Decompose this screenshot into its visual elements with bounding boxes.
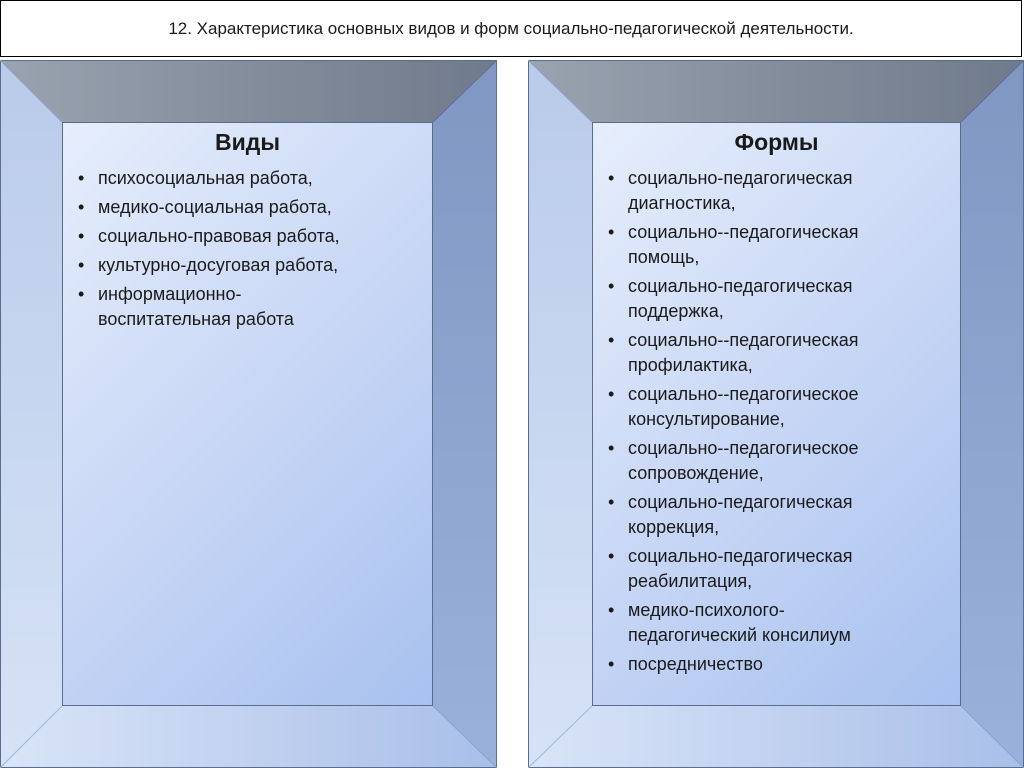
forms-face: [592, 122, 961, 706]
list-item: • информационно-воспитательная работа: [78, 284, 294, 329]
bullet-icon: •: [608, 276, 615, 296]
types-heading: Виды: [215, 129, 280, 155]
bullet-icon: •: [608, 492, 615, 512]
panel-types: [0, 60, 497, 768]
bevel-right-left: [433, 60, 497, 768]
list-item: • социально--педагогическая помощь,: [608, 222, 859, 267]
list-item: • социально--педагогическое консультирование,: [608, 384, 859, 429]
bevel-left-right: [528, 60, 592, 768]
types-face: [62, 122, 433, 706]
list-item: • психосоциальная работа,: [78, 166, 424, 191]
bullet-icon: •: [78, 255, 85, 275]
bullet-icon: •: [608, 384, 615, 404]
types-list: [63, 166, 432, 332]
bevel-top-left: [0, 60, 497, 122]
bullet-icon: •: [608, 438, 615, 458]
slide-title: 12. Характеристика основных видов и форм социально-педагогической деятельности.: [168, 18, 854, 38]
list-item: • медико-психолого-педагогический консилиум: [608, 600, 851, 645]
bullet-icon: •: [608, 330, 615, 350]
list-item: • посредничество: [608, 652, 952, 677]
list-item: • социально-педагогическая поддержка,: [608, 276, 853, 321]
bevel-left-left: [0, 60, 62, 768]
bevel-bottom-right: [528, 706, 1024, 768]
list-item: • социально--педагогическое сопровождение,: [608, 438, 859, 483]
bullet-icon: •: [608, 546, 615, 566]
list-item: • социально-педагогическая коррекция,: [608, 492, 853, 537]
bevel-right-right: [961, 60, 1024, 768]
list-item: • культурно-досуговая работа,: [78, 253, 424, 278]
list-item: • социально-педагогическая реабилитация,: [608, 546, 853, 591]
bullet-icon: •: [78, 197, 85, 217]
list-item: • медико-социальная работа,: [78, 195, 424, 220]
panel-forms: [528, 60, 1024, 768]
bullet-icon: •: [78, 168, 85, 188]
bullet-icon: •: [78, 284, 85, 304]
bullet-icon: •: [608, 654, 615, 674]
bevel-bottom-left: [0, 706, 497, 768]
bullet-icon: •: [78, 226, 85, 246]
forms-heading: Формы: [734, 129, 819, 155]
bullet-icon: •: [608, 168, 615, 188]
forms-list: [593, 166, 960, 677]
list-item: • социально-правовая работа,: [78, 224, 424, 249]
list-item: • социально--педагогическая профилактика,: [608, 330, 859, 375]
list-item: • социально-педагогическая диагностика,: [608, 168, 853, 213]
title-box: [0, 0, 1022, 57]
bullet-icon: •: [608, 600, 615, 620]
bevel-top-right: [528, 60, 1024, 122]
bullet-icon: •: [608, 222, 615, 242]
